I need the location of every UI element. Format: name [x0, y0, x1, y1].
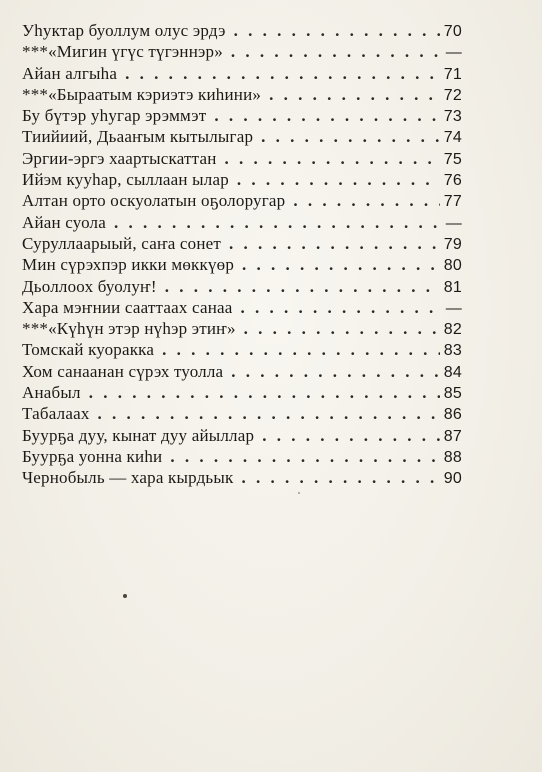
toc-entry-page: 81	[443, 278, 462, 296]
toc-entry-title: Дьоллоох буолуҥ!	[22, 276, 157, 296]
toc-entry-page: 72	[443, 86, 462, 104]
toc-entry-title: ***«Быраатым кэриэтэ киһини»	[22, 84, 262, 104]
toc-entry-title: Томскай куоракка	[22, 340, 155, 360]
toc-entry-page: 84	[443, 363, 462, 381]
dot-leader	[154, 339, 440, 360]
toc-entry-title: Хара мэҥнии сааттаах санаа	[22, 297, 233, 317]
dot-leader	[221, 233, 440, 254]
ink-speck	[298, 492, 300, 494]
dot-leader	[253, 126, 440, 147]
toc-entry	[22, 467, 462, 488]
dot-leader	[285, 190, 440, 211]
toc-entry	[22, 425, 462, 446]
toc-entry-page: 77	[443, 193, 462, 211]
dot-leader	[233, 467, 440, 488]
toc-entry-page: 74	[443, 129, 462, 147]
dot-leader	[236, 318, 440, 339]
toc-entry	[22, 63, 462, 84]
toc-entry-page: 80	[443, 257, 462, 275]
toc-entry	[22, 148, 462, 169]
toc-entry-page: 90	[443, 470, 462, 488]
dot-leader	[254, 425, 440, 446]
toc-entry-page: 73	[443, 108, 462, 126]
dot-leader	[81, 382, 440, 403]
dot-leader	[234, 254, 440, 275]
toc-entry	[22, 212, 462, 233]
toc-entry-page: —	[445, 214, 462, 232]
toc-entry	[22, 233, 462, 254]
toc-entry-title: Буурҕа уонна киһи	[22, 446, 163, 466]
dot-leader	[223, 361, 440, 382]
toc-entry-title: Алтан орто оскуолатын оҕолоругар	[22, 191, 286, 211]
toc-entry	[22, 276, 462, 297]
dot-leader	[90, 403, 440, 424]
toc-entry	[22, 84, 462, 105]
toc-entry	[22, 169, 462, 190]
toc-entry-title: Бу бүтэр уһугар эрэммэт	[22, 106, 207, 126]
toc-entry	[22, 254, 462, 275]
table-of-contents	[22, 20, 462, 489]
toc-entry	[22, 403, 462, 424]
dot-leader	[106, 212, 440, 233]
toc-entry-page: 87	[443, 427, 462, 445]
toc-entry-page: 75	[443, 150, 462, 168]
toc-entry-title: Айан алгыһа	[22, 63, 118, 83]
dot-leader	[226, 20, 440, 41]
toc-entry-page: 79	[443, 235, 462, 253]
dot-leader	[233, 297, 440, 318]
dot-leader	[206, 105, 440, 126]
toc-entry-title: Ийэм кууһар, сыллаан ылар	[22, 170, 229, 190]
ink-speck	[123, 594, 127, 598]
toc-entry-page: 85	[443, 385, 462, 403]
toc-entry-page: 83	[443, 342, 462, 360]
toc-entry-title: Мин сүрэхпэр икки мөккүөр	[22, 255, 235, 275]
toc-entry	[22, 126, 462, 147]
toc-entry-page: —	[445, 299, 462, 317]
toc-entry	[22, 105, 462, 126]
toc-entry	[22, 339, 462, 360]
toc-entry	[22, 190, 462, 211]
toc-entry-title: Табалаах	[22, 404, 90, 424]
toc-entry	[22, 382, 462, 403]
dot-leader	[223, 41, 440, 62]
toc-entry-title: Айан суола	[22, 212, 106, 232]
toc-entry	[22, 20, 462, 41]
toc-entry-title: ***«Күһүн этэр нүһэр этиҥ»	[22, 319, 236, 339]
dot-leader	[117, 63, 440, 84]
toc-entry	[22, 297, 462, 318]
toc-entry-page: 86	[443, 406, 462, 424]
toc-entry-page: 82	[443, 321, 462, 339]
toc-entry	[22, 41, 462, 62]
toc-entry-title: Эргии-эргэ хаартыскаттан	[22, 148, 217, 168]
toc-entry-title: ***«Мигин үгүс түгэннэр»	[22, 42, 223, 62]
toc-entry-title: Хом санаанан сүрэх туолла	[22, 361, 224, 381]
toc-entry-page: 71	[443, 65, 462, 83]
dot-leader	[261, 84, 440, 105]
toc-entry-title: Анабыл	[22, 383, 81, 403]
toc-entry-title: Чернобыль — хара кырдьык	[22, 468, 234, 488]
toc-entry	[22, 361, 462, 382]
toc-entry-title: Суруллаарыый, саҥа сонет	[22, 233, 222, 253]
toc-entry-page: 76	[443, 172, 462, 190]
dot-leader	[157, 276, 440, 297]
toc-entry-page: —	[445, 44, 462, 62]
dot-leader	[162, 446, 440, 467]
dot-leader	[229, 169, 440, 190]
toc-entry-title: Буурҕа дуу, кынат дуу айыллар	[22, 425, 255, 445]
toc-entry-page: 70	[443, 23, 462, 40]
toc-entry-title: Тиийиий, Дьааҥым кытылыгар	[22, 127, 254, 147]
toc-entry-title: Уһуктар буоллум олус эрдэ	[22, 21, 226, 40]
toc-entry-page: 88	[443, 448, 462, 466]
dot-leader	[217, 148, 440, 169]
toc-entry	[22, 318, 462, 339]
toc-entry	[22, 446, 462, 467]
